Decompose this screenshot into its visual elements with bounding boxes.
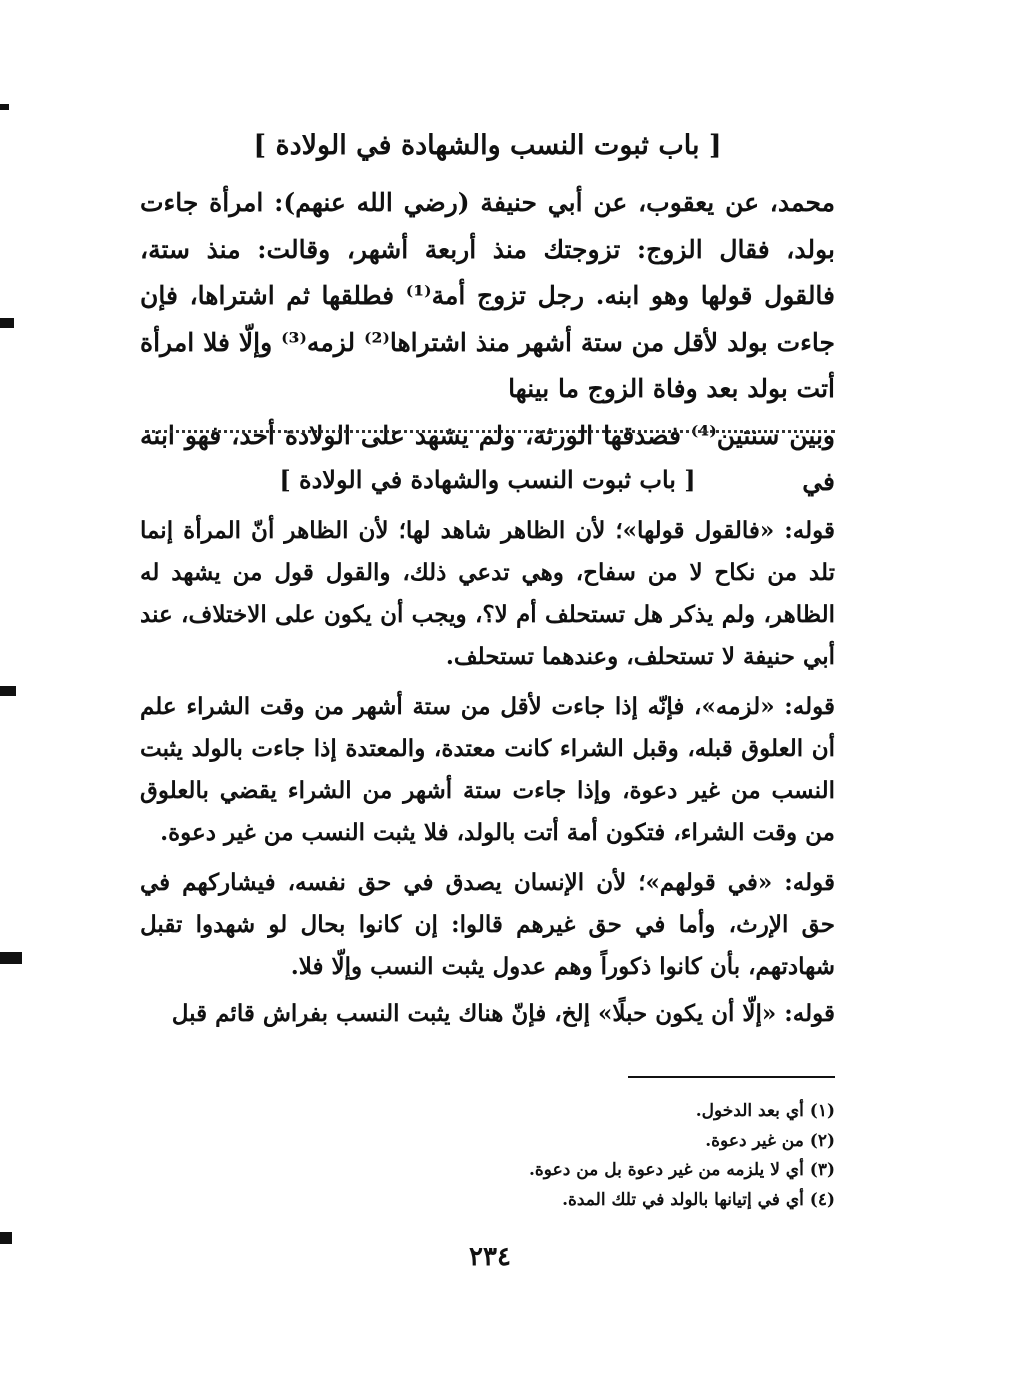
scan-mark bbox=[0, 318, 14, 328]
main-text-last-line: وبين سنتين⁽⁴⁾ فصدقها الورثة، ولم يشهد على الولادة أحد، فهو ابنه في bbox=[140, 420, 835, 496]
footnote-item: (٣) أي لا يلزمه من غير دعوة بل من دعوة. bbox=[528, 1160, 835, 1180]
dotted-separator bbox=[145, 430, 835, 433]
commentary-paragraph: قوله: «فالقول قولها»؛ لأن الظاهر شاهد لها؛ لأن الظاهر أنّ المرأة إنما تلد من نكاح لا من سفاح، وهي تدعي ذلك، والقول قول من يشهد له الظاهر، ولم يذكر هل تستحلف أم لا؟، ويجب أن يكون على الاختلاف، عند أبي حنيفة لا تستحلف، وعندهما تستحلف. bbox=[140, 517, 836, 670]
scan-mark bbox=[0, 1232, 12, 1244]
footnote-item: (٤) أي في إتيانها بالولد في تلك المدة. bbox=[562, 1189, 835, 1210]
scan-mark bbox=[0, 686, 16, 696]
page-number: ٢٣٤ bbox=[469, 1242, 511, 1272]
page-title: [ باب ثبوت النسب والشهادة في الولادة ] bbox=[253, 130, 722, 161]
main-text-body: محمد، عن يعقوب، عن أبي حنيفة (رضي الله عنهم): امرأة جاءت بولد، فقال الزوج: تزوجتك منذ أربعة أشهر، وقالت: منذ ستة، فالقول قولها وهو ابنه. رجل تزوج أمة⁽¹⁾ فطلقها ثم اشتراها، فإن جاءت بولد لأقل من ستة أشهر منذ اشتراها⁽²⁾ لزمه⁽³⁾ وإلّا فلا امرأة أتت بولد بعد وفاة الزوج ما بينها bbox=[140, 188, 836, 403]
scan-mark bbox=[0, 104, 9, 110]
footnote-item: (٢) من غير دعوة. bbox=[705, 1130, 835, 1151]
scan-mark bbox=[0, 952, 22, 964]
footnote-item: (١) أي بعد الدخول. bbox=[695, 1101, 835, 1121]
footnote-rule bbox=[628, 1076, 835, 1078]
commentary-paragraph: قوله: «في قولهم»؛ لأن الإنسان يصدق في حق نفسه، فيشاركهم في حق الإرث، وأما في حق غيرهم قالوا: إن كانوا بحال لو شهدوا تقبل شهادتهم، بأن كانوا ذكوراً وهم عدول يثبت النسب وإلّا فلا. bbox=[140, 869, 835, 980]
commentary-paragraph: قوله: «إلّا أن يكون حبلًا» إلخ، فإنّ هناك يثبت النسب بفراش قائم قبل bbox=[171, 1000, 835, 1027]
main-text bbox=[140, 180, 835, 506]
commentary-title: [ باب ثبوت النسب والشهادة في الولادة ] bbox=[279, 465, 696, 494]
footnotes bbox=[420, 1097, 835, 1215]
commentary-paragraph: قوله: «لزمه»، فإنّه إذا جاءت لأقل من ستة أشهر من وقت الشراء علم أن العلوق قبله، وقبل الشراء كانت معتدة، والمعتدة إذا جاءت بالولد يثبت النسب من غير دعوة، وإذا جاءت ستة أشهر من الشراء يقضي بالعلوق من وقت الشراء، فتكون أمة أتت بالولد، فلا يثبت النسب من غير دعوة. bbox=[140, 693, 835, 846]
